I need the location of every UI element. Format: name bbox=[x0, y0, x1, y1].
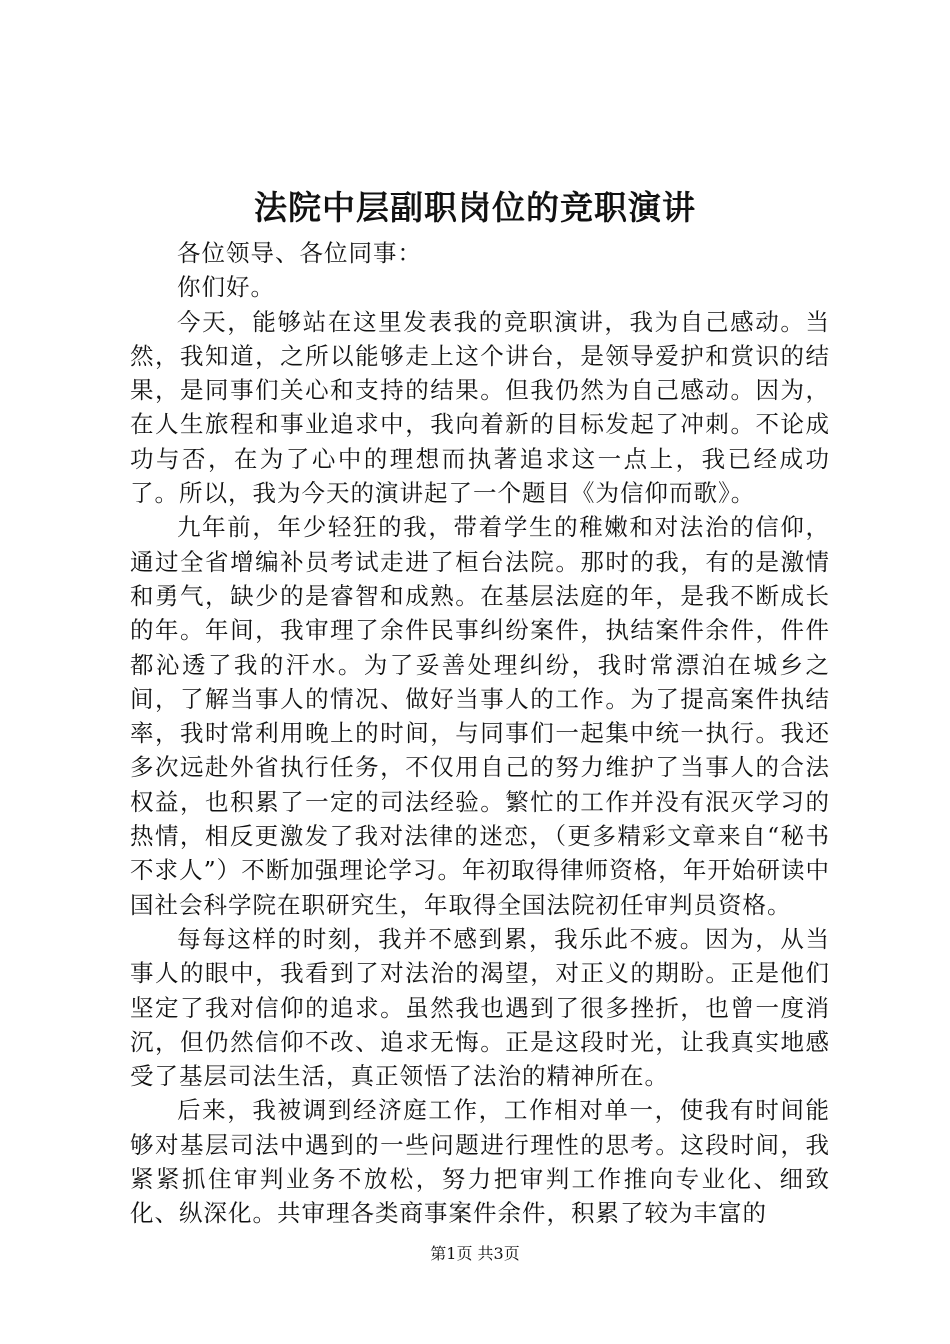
document-body bbox=[130, 236, 830, 1231]
paragraph: 今天，能够站在这里发表我的竞职演讲，我为自己感动。当然，我知道，之所以能够走上这个讲台，是领导爱护和赏识的结果，是同事们关心和支持的结果。但我仍然为自己感动。因为，在人生旅程和事业追求中，我向着新的目标发起了冲刺。不论成功与否，在为了心中的理想而执著追求这一点上，我已经成功了。所以，我为今天的演讲起了一个题目《为信仰而歌》。 bbox=[130, 307, 830, 508]
paragraph: 九年前，年少轻狂的我，带着学生的稚嫩和对法治的信仰，通过全省增编补员考试走进了桓台法院。那时的我，有的是激情和勇气，缺少的是睿智和成熟。在基层法庭的年，是我不断成长的年。年间，我审理了余件民事纠纷案件，执结案件余件，件件都沁透了我的汗水。为了妥善处理纠纷，我时常漂泊在城乡之间，了解当事人的情况、做好当事人的工作。为了提高案件执结率，我时常利用晚上的时间，与同事们一起集中统一执行。我还多次远赴外省执行任务，不仅用自己的努力维护了当事人的合法权益，也积累了一定的司法经验。繁忙的工作并没有泯灭学习的热情，相反更激发了我对法律的迷恋，（更多精彩文章来自“秘书不求人”）不断加强理论学习。年初取得律师资格，年开始研读中国社会科学院在职研究生，年取得全国法院初任审判员资格。 bbox=[130, 513, 830, 919]
paragraph-salutation: 各位领导、各位同事： bbox=[177, 239, 422, 267]
document-title: 法院中层副职岗位的竞职演讲 bbox=[254, 188, 696, 227]
paragraph: 后来，我被调到经济庭工作，工作相对单一，使我有时间能够对基层司法中遇到的一些问题进行理性的思考。这段时间，我紧紧抓住审判业务不放松，努力把审判工作推向专业化、细致化、纵深化。共审理各类商事案件余件，积累了较为丰富的 bbox=[130, 1096, 830, 1228]
paragraph-greeting: 你们好。 bbox=[177, 273, 275, 302]
page-number-footer: 第1页 共3页 bbox=[430, 1244, 520, 1263]
paragraph: 每每这样的时刻，我并不感到累，我乐此不疲。因为，从当事人的眼中，我看到了对法治的渴望，对正义的期盼。正是他们坚定了我对信仰的追求。虽然我也遇到了很多挫折，也曾一度消沉，但仍然信仰不改、追求无悔。正是这段时光，让我真实地感受了基层司法生活，真正领悟了法治的精神所在。 bbox=[130, 924, 830, 1091]
